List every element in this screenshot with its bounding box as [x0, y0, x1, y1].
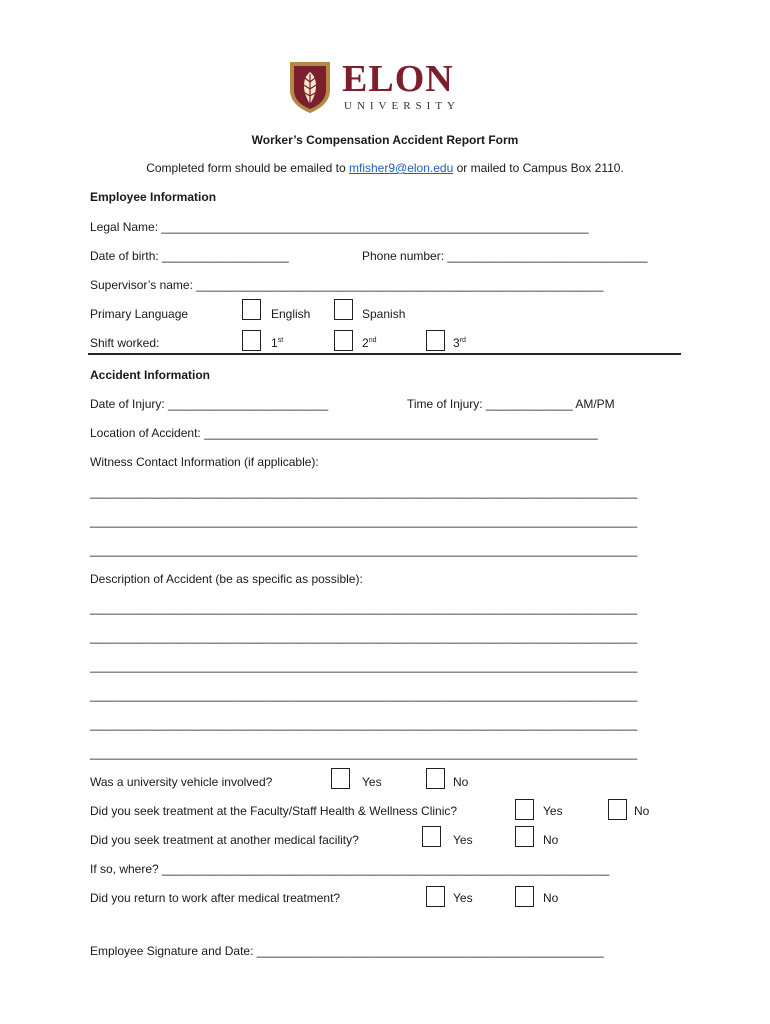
instructions-post: or mailed to Campus Box 2110. — [453, 161, 624, 175]
signature-field[interactable]: Employee Signature and Date: ____________________________________________________ — [90, 944, 604, 958]
time-injury-field[interactable]: Time of Injury: _____________ AM/PM — [407, 397, 615, 411]
return-work-question: Did you return to work after medical treatment? — [90, 891, 341, 905]
form-instructions — [0, 161, 770, 175]
shift-3-checkbox[interactable] — [426, 330, 445, 351]
instructions-pre: Completed form should be emailed to — [146, 161, 349, 175]
date-injury-field[interactable]: Date of Injury: ________________________ — [90, 397, 329, 411]
shift-3-label: 3rd — [453, 336, 466, 350]
email-link[interactable]: mfisher9@elon.edu — [349, 161, 454, 175]
form-title: Worker’s Compensation Accident Report Form — [251, 133, 519, 147]
primary-language-label: Primary Language — [90, 307, 189, 321]
return-work-no-label: No — [543, 891, 559, 905]
vehicle-no-label: No — [453, 775, 469, 789]
spanish-checkbox[interactable] — [334, 299, 353, 320]
logo-wordmark: ELON — [342, 58, 454, 100]
phone-field[interactable]: Phone number: ______________________________ — [362, 249, 648, 263]
shift-1-checkbox[interactable] — [242, 330, 261, 351]
legal-name-field[interactable]: Legal Name: ________________________________________________________________ — [90, 220, 589, 234]
other-facility-no-label: No — [543, 833, 559, 847]
witness-line[interactable]: __________________________________________________________________________________ — [90, 543, 638, 557]
witness-line[interactable]: __________________________________________________________________________________ — [90, 485, 638, 499]
vehicle-no-checkbox[interactable] — [426, 768, 445, 789]
other-facility-no-checkbox[interactable] — [515, 826, 534, 847]
shift-1-label: 1st — [271, 336, 284, 350]
witness-label: Witness Contact Information (if applicable): — [90, 455, 319, 469]
return-work-yes-label: Yes — [453, 891, 473, 905]
shift-2-checkbox[interactable] — [334, 330, 353, 351]
return-work-yes-checkbox[interactable] — [426, 886, 445, 907]
clinic-no-checkbox[interactable] — [608, 799, 627, 820]
other-facility-question: Did you seek treatment at another medical facility? — [90, 833, 359, 847]
employee-heading: Employee Information — [90, 190, 217, 204]
clinic-yes-label: Yes — [543, 804, 563, 818]
shift-label: Shift worked: — [90, 336, 160, 350]
english-checkbox[interactable] — [242, 299, 261, 320]
description-line[interactable]: __________________________________________________________________________________ — [90, 688, 638, 702]
description-line[interactable]: __________________________________________________________________________________ — [90, 746, 638, 760]
description-line[interactable]: __________________________________________________________________________________ — [90, 659, 638, 673]
accident-heading: Accident Information — [90, 368, 211, 382]
vehicle-yes-checkbox[interactable] — [331, 768, 350, 789]
location-field[interactable]: Location of Accident: ___________________________________________________________ — [90, 426, 598, 440]
description-line[interactable]: __________________________________________________________________________________ — [90, 601, 638, 615]
description-line[interactable]: __________________________________________________________________________________ — [90, 630, 638, 644]
other-facility-yes-checkbox[interactable] — [422, 826, 441, 847]
where-field[interactable]: If so, where? ___________________________________________________________________ — [90, 862, 610, 876]
description-label: Description of Accident (be as specific as possible): — [90, 572, 363, 586]
vehicle-question: Was a university vehicle involved? — [90, 775, 273, 789]
clinic-no-label: No — [634, 804, 650, 818]
description-line[interactable]: __________________________________________________________________________________ — [90, 717, 638, 731]
section-divider — [88, 353, 681, 355]
witness-line[interactable]: __________________________________________________________________________________ — [90, 514, 638, 528]
other-facility-yes-label: Yes — [453, 833, 473, 847]
clinic-yes-checkbox[interactable] — [515, 799, 534, 820]
vehicle-yes-label: Yes — [362, 775, 382, 789]
logo-subtitle: UNIVERSITY — [344, 100, 460, 112]
clinic-question: Did you seek treatment at the Faculty/Staff Health & Wellness Clinic? — [90, 804, 458, 818]
shift-2-label: 2nd — [362, 336, 377, 350]
elon-shield-logo — [288, 60, 332, 117]
supervisor-field[interactable]: Supervisor’s name: _____________________________________________________________ — [90, 278, 604, 292]
english-label: English — [271, 307, 311, 321]
dob-field[interactable]: Date of birth: ___________________ — [90, 249, 289, 263]
spanish-label: Spanish — [362, 307, 406, 321]
return-work-no-checkbox[interactable] — [515, 886, 534, 907]
